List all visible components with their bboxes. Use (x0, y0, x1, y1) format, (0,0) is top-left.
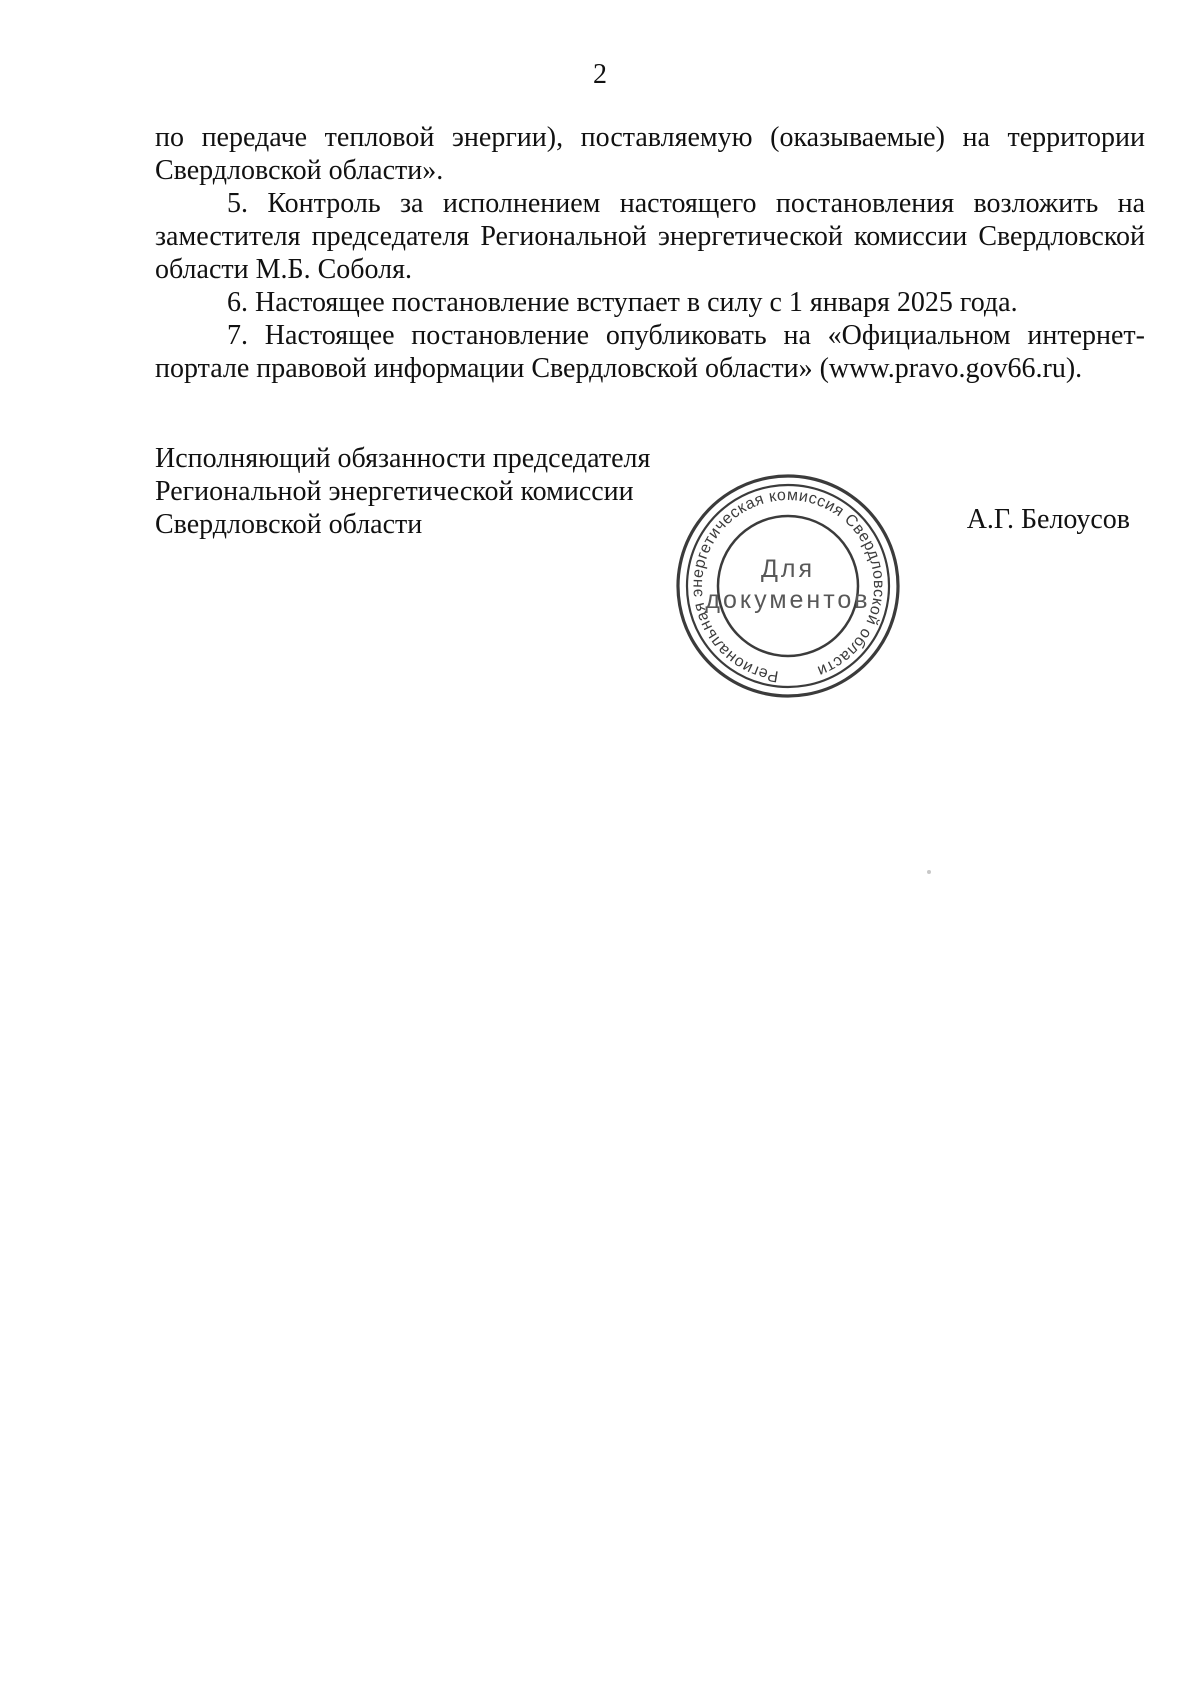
official-stamp-icon (668, 466, 908, 706)
signatory-name: А.Г. Белоусов (966, 504, 1130, 535)
page-number: 2 (593, 59, 607, 90)
signature-title-line: Региональной энергетической комиссии (155, 476, 634, 507)
signature-title-line: Свердловской области (155, 509, 423, 540)
ink-speck (927, 870, 931, 874)
paragraph: 7. Настоящее постановление опубликовать на «Официальном интернет-портале правовой информации Свердловской области» (www.pravo.gov66.ru). (155, 320, 1145, 384)
paragraph: по передаче тепловой энергии), поставляемую (оказываемые) на территории Свердловской области». (155, 122, 1145, 186)
stamp-center-text-line2: документов (705, 586, 871, 614)
signature-block (155, 442, 715, 541)
stamp-center-text-line1: Для (760, 555, 816, 583)
paragraph: 5. Контроль за исполнением настоящего постановления возложить на заместителя председателя Региональной энергетической комиссии Свердловской области М.Б. Соболя. (155, 188, 1145, 285)
paragraph: 6. Настоящее постановление вступает в силу с 1 января 2025 года. (227, 287, 1018, 318)
signature-title-line: Исполняющий обязанности председателя (155, 443, 651, 474)
document-body (155, 121, 1145, 385)
stamp-ring-text: Региональная энергетическая комиссия Свердловской области (688, 486, 888, 685)
